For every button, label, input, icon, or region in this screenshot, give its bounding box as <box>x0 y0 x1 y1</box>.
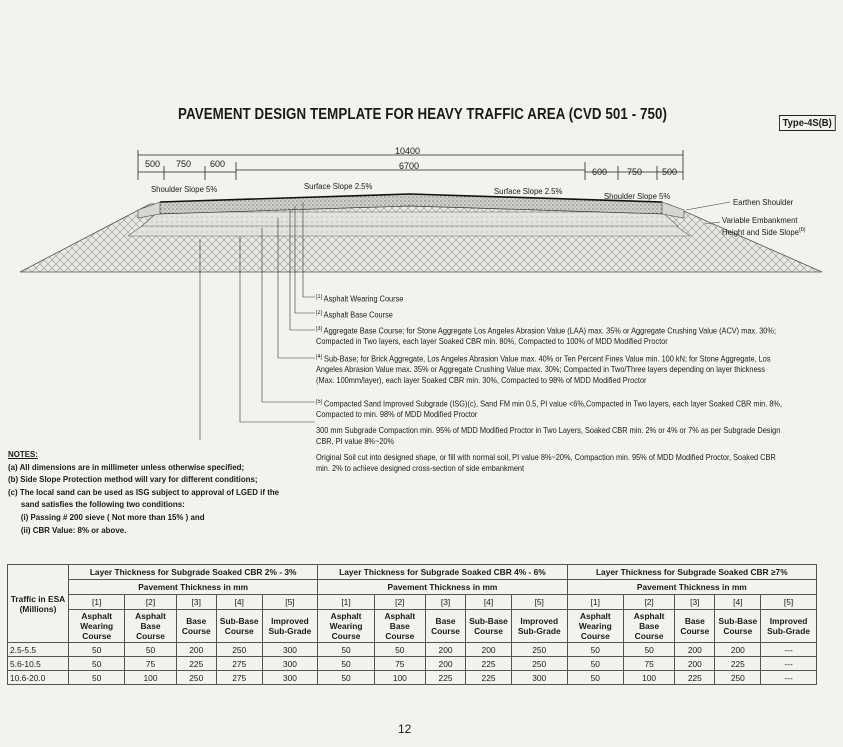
col-name: Base Course <box>675 610 715 643</box>
page-number: 12 <box>398 722 412 736</box>
dim-right-1: 600 <box>592 167 608 177</box>
traffic-cell: 5.6-10.5 <box>8 657 69 671</box>
note-c-ii: (ii) CBR Value: 8% or above. <box>20 524 127 535</box>
col-ref: [3] <box>425 595 465 610</box>
col-ref: [4] <box>715 595 761 610</box>
value-cell: 300 <box>262 643 318 657</box>
value-cell: --- <box>761 671 817 685</box>
layer-1-ref: [1] <box>316 294 323 300</box>
value-cell: 50 <box>69 657 125 671</box>
note-c-2: sand satisfies the following two conditions: <box>20 499 185 510</box>
table-row <box>8 657 817 671</box>
value-cell: 200 <box>675 657 715 671</box>
cross-section-diagram <box>0 140 843 440</box>
col-ref: [2] <box>624 595 675 610</box>
value-cell: 50 <box>318 643 374 657</box>
dim-total: 10400 <box>395 146 421 156</box>
label-surface-slope-right: Surface Slope 2.5% <box>494 186 563 196</box>
pavement-header-3: Pavement Thickness in mm <box>567 580 816 595</box>
table-body <box>8 643 817 685</box>
col-ref: [2] <box>374 595 425 610</box>
layer-4-note <box>316 352 784 386</box>
layer-2-note <box>316 308 784 321</box>
value-cell: 200 <box>176 643 216 657</box>
col-ref: [3] <box>176 595 216 610</box>
col-ref: [5] <box>262 595 318 610</box>
value-cell: 75 <box>374 657 425 671</box>
col-name: Asphalt Wearing Course <box>318 610 374 643</box>
type-code-box: Type-4S(B) <box>779 115 835 131</box>
traffic-cell: 2.5-5.5 <box>8 643 69 657</box>
layer-3-text: Aggregate Base Course; for Stone Aggregate Los Angeles Abrasion Value (LAA) max. 35% or Aggregate Crushing Value (ACV) max. 30%; Compacted in Two layers, each layer Soaked CBR min. 80%, Compacted to 100% of MDD Modified Proctor <box>316 326 776 347</box>
layer-2-text: Asphalt Base Course <box>323 310 393 320</box>
value-cell: 200 <box>466 643 512 657</box>
notes-heading: NOTES: <box>8 449 38 459</box>
value-cell: 300 <box>262 657 318 671</box>
note-b: (b) Side Slope Protection method will vary for different conditions; <box>8 474 258 485</box>
thickness-table <box>7 564 817 685</box>
label-embankment-1: Variable Embankment <box>722 215 798 225</box>
value-cell: 50 <box>567 671 623 685</box>
label-shoulder-slope-left: Shoulder Slope 5% <box>151 184 218 194</box>
layer-5-text: Compacted Sand Improved Subgrade (ISG)(c), Sand FM min 0.5, PI value <6%,Compacted in Two layers, each layer Soaked CBR min. 8%, Compacted to min. 98% of MDD Modified Proctor <box>316 399 783 420</box>
embankment-sup: (b) <box>798 227 806 234</box>
value-cell: 50 <box>318 671 374 685</box>
layer-1-text: Asphalt Wearing Course <box>323 294 404 304</box>
col-ref: [1] <box>318 595 374 610</box>
value-cell: 225 <box>466 671 512 685</box>
dim-right-2: 750 <box>627 167 643 177</box>
col-name: Sub-Base Course <box>216 610 262 643</box>
layer-3-ref: [3] <box>316 326 323 332</box>
dim-left-1: 500 <box>145 159 161 169</box>
value-cell: 100 <box>624 671 675 685</box>
layer-2-ref: [2] <box>316 310 323 316</box>
value-cell: 50 <box>69 643 125 657</box>
label-shoulder-slope-right: Shoulder Slope 5% <box>604 191 671 201</box>
value-cell: 50 <box>318 657 374 671</box>
col-ref: [4] <box>216 595 262 610</box>
label-earthen-shoulder: Earthen Shoulder <box>733 197 794 207</box>
pavement-header-1: Pavement Thickness in mm <box>69 580 318 595</box>
col-name: Base Course <box>176 610 216 643</box>
value-cell: 300 <box>511 671 567 685</box>
layer-6-text: 300 mm Subgrade Compaction min. 95% of MDD Modified Proctor in Two Layers, Soaked CBR min. 2% or 4% or 7% as per Subgrade Design CBR, PI value 8%~20% <box>316 426 781 446</box>
value-cell: 225 <box>466 657 512 671</box>
value-cell: 200 <box>425 657 465 671</box>
traffic-header: Traffic in ESA (Millions) <box>8 565 69 643</box>
note-a: (a) All dimensions are in millimeter unless otherwise specified; <box>8 461 245 472</box>
col-name: Improved Sub-Grade <box>761 610 817 643</box>
col-ref: [1] <box>567 595 623 610</box>
col-name: Asphalt Base Course <box>125 610 176 643</box>
group-header-1: Layer Thickness for Subgrade Soaked CBR 2% - 3% <box>69 565 318 580</box>
page-title: PAVEMENT DESIGN TEMPLATE FOR HEAVY TRAFFIC AREA (CVD 501 - 750) <box>178 106 668 123</box>
value-cell: 100 <box>125 671 176 685</box>
pavement-header-2: Pavement Thickness in mm <box>318 580 567 595</box>
embankment-text: Height and Side Slope <box>722 227 799 237</box>
traffic-cell: 10.6-20.0 <box>8 671 69 685</box>
value-cell: 225 <box>675 671 715 685</box>
value-cell: 100 <box>374 671 425 685</box>
col-name: Asphalt Wearing Course <box>69 610 125 643</box>
value-cell: 250 <box>216 643 262 657</box>
value-cell: --- <box>761 643 817 657</box>
value-cell: 50 <box>69 671 125 685</box>
col-ref: [2] <box>125 595 176 610</box>
dim-right-3: 500 <box>662 167 678 177</box>
value-cell: 50 <box>125 643 176 657</box>
value-cell: 50 <box>567 657 623 671</box>
col-name: Asphalt Wearing Course <box>567 610 623 643</box>
table-row <box>8 643 817 657</box>
col-name: Base Course <box>425 610 465 643</box>
layer-4-ref: [4] <box>316 354 323 360</box>
value-cell: 50 <box>567 643 623 657</box>
table-row <box>8 671 817 685</box>
notes-block <box>8 448 284 536</box>
value-cell: 50 <box>374 643 425 657</box>
value-cell: 250 <box>715 671 761 685</box>
value-cell: 250 <box>511 657 567 671</box>
value-cell: 275 <box>216 657 262 671</box>
layer-1-note <box>316 292 784 305</box>
col-name: Asphalt Base Course <box>374 610 425 643</box>
value-cell: 50 <box>624 643 675 657</box>
dim-carriageway: 6700 <box>399 161 420 171</box>
value-cell: 200 <box>425 643 465 657</box>
value-cell: 200 <box>715 643 761 657</box>
col-ref: [5] <box>511 595 567 610</box>
layer-7-text: Original Soil cut into designed shape, or fill with normal soil, PI value 8%~20%, Compaction min. 95% of MDD Modified Proctor, Soaked CBR min. 2% to achieve designed cross-section of side embankment <box>316 453 776 473</box>
layer-6-note <box>316 426 784 447</box>
dim-left-2: 750 <box>176 159 192 169</box>
col-name: Sub-Base Course <box>466 610 512 643</box>
value-cell: 275 <box>216 671 262 685</box>
col-ref: [3] <box>675 595 715 610</box>
value-cell: 75 <box>624 657 675 671</box>
value-cell: 75 <box>125 657 176 671</box>
col-name: Sub-Base Course <box>715 610 761 643</box>
value-cell: --- <box>761 657 817 671</box>
value-cell: 250 <box>511 643 567 657</box>
layer-5-ref: [5] <box>316 399 323 405</box>
layer-4-text: Sub-Base; for Brick Aggregate, Los Angeles Abrasion Value max. 40% or Ten Percent Fines Value min. 100 kN; for Stone Aggregate, Los Angeles Abrasion Value max. 35% or Aggregate Crushing Value max. 30%; Compacted in Two/Three layers depending on layer thickness (Max. 100mm/layer), each layer Soaked CBR min. 30%, Compacted to 98% of MDD Modified Proctor <box>316 354 771 385</box>
layer-5-note <box>316 397 784 421</box>
label-surface-slope-left: Surface Slope 2.5% <box>304 181 373 191</box>
value-cell: 225 <box>176 657 216 671</box>
value-cell: 200 <box>675 643 715 657</box>
col-name: Improved Sub-Grade <box>511 610 567 643</box>
col-name: Improved Sub-Grade <box>262 610 318 643</box>
value-cell: 300 <box>262 671 318 685</box>
group-header-3: Layer Thickness for Subgrade Soaked CBR ≥7% <box>567 565 816 580</box>
note-c-1: (c) The local sand can be used as ISG subject to approval of LGED if the <box>8 486 280 497</box>
col-ref: [4] <box>466 595 512 610</box>
label-embankment-2 <box>722 227 806 237</box>
subbase-layer <box>142 212 678 226</box>
col-ref: [5] <box>761 595 817 610</box>
col-ref: [1] <box>69 595 125 610</box>
value-cell: 225 <box>425 671 465 685</box>
value-cell: 250 <box>176 671 216 685</box>
layer-3-note <box>316 324 784 348</box>
layer-7-note <box>316 453 784 474</box>
value-cell: 225 <box>715 657 761 671</box>
group-header-2: Layer Thickness for Subgrade Soaked CBR 4% - 6% <box>318 565 567 580</box>
note-c-i: (i) Passing # 200 sieve ( Not more than 15% ) and <box>20 511 205 522</box>
col-name: Asphalt Base Course <box>624 610 675 643</box>
dim-left-3: 600 <box>210 159 226 169</box>
